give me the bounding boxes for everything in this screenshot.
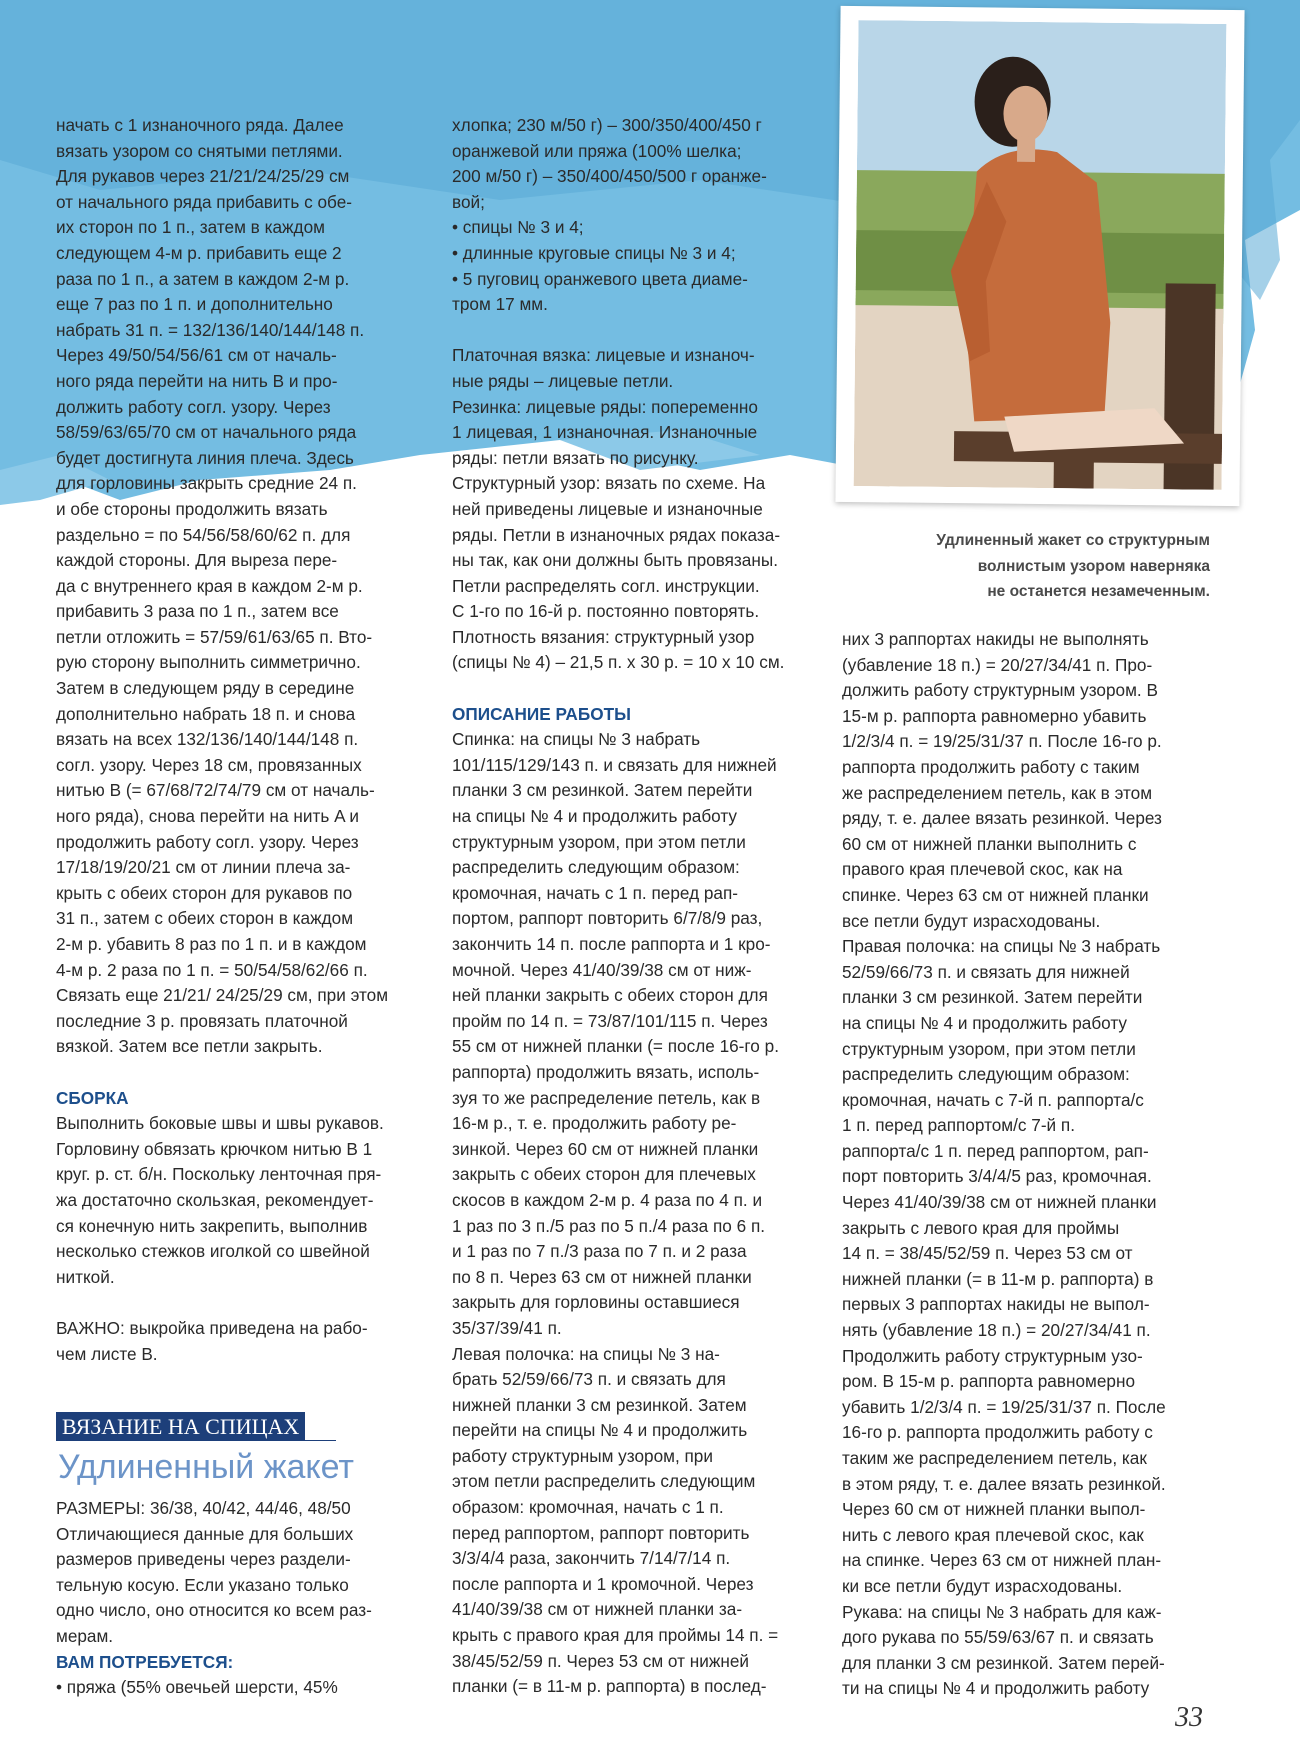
text-line: по 8 п. Через 63 см от нижней планки [452,1266,752,1287]
text-line: Платочная вязка: лицевые и изнаноч- [452,345,755,366]
text-line: размеров приведены через раздели- [56,1549,351,1570]
text-line: зуя то же распределение петель, как в [452,1087,761,1108]
text-line: продолжить работу согл. узору. Через [56,831,359,852]
text-line: круг. р. ст. б/н. Поскольку ленточная пря- [56,1164,382,1185]
text-line: нижней планки 3 см резинкой. Затем [452,1394,747,1415]
photo-caption [860,528,1210,605]
text-line: ного ряда перейти на нить B и про- [56,370,338,391]
text-line: мочной. Через 41/40/39/38 см от ниж- [452,959,752,980]
text-line: работу структурным узором, при [452,1445,713,1466]
text-line: 3/3/4/4 раза, закончить 7/14/7/14 п. [452,1548,731,1569]
text-line: одно число, оно относится ко всем раз- [56,1600,372,1621]
text-line: согл. узору. Через 18 см, провязанных [56,754,362,775]
text-line: закончить 14 п. после раппорта и 1 кро- [452,934,771,954]
text-line: раппорта) продолжить вязать, исполь- [452,1061,760,1082]
text-line: нижней планки (= в 11-м р. раппорта) в [842,1268,1154,1289]
text-line: для горловины закрыть средние 24 п. [56,473,357,494]
caption-line: не останется незамеченным. [987,583,1210,600]
text-line: порт повторить 3/4/4/5 раз, кромочная. [842,1166,1152,1187]
text-line: них 3 раппортах накиды не выполнять [842,629,1149,649]
text-line: 38/45/52/59 п. Через 53 см от нижней [452,1650,749,1671]
text-column-1-intro [56,1496,372,1701]
text-line: прибавить 3 раза по 1 п., затем все [56,601,339,622]
text-line: Правая полочка: на спицы № 3 набрать [842,936,1161,957]
text-line: вязать на всех 132/136/140/144/148 п. [56,729,359,750]
text-line: Спинка: на спицы № 3 набрать [452,729,701,750]
text-line: дого рукава по 55/59/63/67 п. и связать [842,1627,1154,1648]
text-line: вязкой. Затем все петли закрыть. [56,1036,323,1057]
text-line: ряды. Петли в изнаночных рядах показа- [452,524,781,545]
text-column-2 [452,113,784,1700]
text-line [56,1290,388,1316]
text-line: 16-го р. раппорта продолжить работу с [842,1422,1153,1443]
text-line: Для рукавов через 21/21/24/25/29 см [56,166,350,187]
text-line: ней приведены лицевые и изнаночные [452,498,763,519]
text-line: ряду, т. е. далее вязать резинкой. Через [842,808,1162,829]
text-line: 1 раз по 3 п./5 раз по 5 п./4 раза по 6 п. [452,1215,766,1236]
text-line: 60 см от нижней планки выполнить с [842,833,1137,854]
text-line: РАЗМЕРЫ: 36/38, 40/42, 44/46, 48/50 [56,1498,351,1518]
text-line: раппорта/с 1 п. перед раппортом, рап- [842,1140,1149,1161]
text-line: начать с 1 изнаночного ряда. Далее [56,115,344,135]
text-line: нитью B (= 67/68/72/74/79 см от началь- [56,780,375,801]
text-line: убавить 1/2/3/4 п. = 19/25/31/37 п. После [842,1396,1166,1417]
text-line: Резинка: лицевые ряды: попеременно [452,396,758,417]
text-line: первых 3 раппортах накиды не выпол- [842,1294,1150,1315]
text-line: тром 17 мм. [452,294,548,315]
text-line: спинке. Через 63 см от нижней планки [842,884,1149,905]
text-line: 41/40/39/38 см от нижней планки за- [452,1599,743,1620]
photo-frame [835,6,1244,506]
text-line: 2-м р. убавить 8 раз по 1 п. и в каждом [56,934,367,954]
text-line: нять (убавление 18 п.) = 20/27/34/41 п. [842,1320,1151,1341]
text-line: планки 3 см резинкой. Затем перейти [842,987,1143,1008]
text-line: перед раппортом, раппорт повторить [452,1522,750,1543]
text-line: ти на спицы № 4 и продолжить работу [842,1678,1150,1699]
text-line: • пряжа (55% овечьей шерсти, 45% [56,1677,338,1698]
text-line: для планки 3 см резинкой. Затем перей- [842,1652,1165,1673]
text-line: должить работу структурным узором. В [842,680,1158,701]
text-line: будет достигнута линия плеча. Здесь [56,447,354,468]
text-line: хлопка; 230 м/50 г) – 300/350/400/450 г [452,115,762,135]
text-line: распределить следующим образом: [842,1064,1130,1085]
model-photo [854,20,1227,490]
text-line: на спинке. Через 63 см от нижней план- [842,1550,1162,1571]
text-line: и 1 раз по 7 п./3 раза по 7 п. и 2 раза [452,1241,747,1262]
text-line: Через 49/50/54/56/61 см от началь- [56,345,337,366]
text-line: петли отложить = 57/59/61/63/65 п. Вто- [56,626,373,647]
text-line: 58/59/63/65/70 см от начального ряда [56,422,357,443]
text-line: (убавление 18 п.) = 20/27/34/41 п. Про- [842,654,1153,675]
text-line [56,1060,388,1086]
caption-line: волнистым узором наверняка [977,557,1210,575]
text-line: 31 п., затем с обеих сторон в каждом [56,908,354,929]
text-line: нить с левого края плечевой скос, как [842,1524,1144,1545]
text-line: раппорта продолжить работу с таким [842,756,1140,777]
text-line: 52/59/66/73 п. и связать для нижней [842,961,1130,982]
text-line: кромочная, начать с 1 п. перед рап- [452,882,739,903]
text-line: Отличающиеся данные для больших [56,1523,354,1544]
category-label: ВЯЗАНИЕ НА СПИЦАХ [56,1412,305,1441]
text-line: вязать узором со снятыми петлями. [56,140,343,161]
text-line [452,676,784,702]
text-line: портом, раппорт повторить 6/7/8/9 раз, [452,908,763,929]
text-line: Через 41/40/39/38 см от нижней планки [842,1192,1157,1213]
text-line: и обе стороны продолжить вязать [56,498,328,519]
text-line: жа достаточно скользкая, рекомендует- [56,1189,374,1210]
text-line: Левая полочка: на спицы № 3 на- [452,1343,720,1364]
text-line: 4-м р. 2 раза по 1 п. = 50/54/58/62/66 п. [56,959,368,980]
text-line: планки 3 см резинкой. Затем перейти [452,780,753,801]
text-line: на спицы № 4 и продолжить работу [452,806,738,827]
text-line: чем листе B. [56,1343,158,1364]
text-line: ром. В 15-м р. раппорта равномерно [842,1371,1136,1392]
text-line: перейти на спицы № 4 и продолжить [452,1420,748,1441]
text-line: • 5 пуговиц оранжевого цвета диаме- [452,268,748,289]
text-line: их сторон по 1 п., затем в каждом [56,217,325,238]
text-line: распределить следующим образом: [452,857,740,878]
text-line: структурным узором, при этом петли [842,1038,1136,1059]
text-line: Структурный узор: вязать по схеме. На [452,473,766,494]
text-line: структурным узором, при этом петли [452,831,746,852]
text-line: от начального ряда прибавить с обе- [56,191,352,212]
text-line: каждой стороны. Для выреза пере- [56,550,338,571]
text-line: 16-м р., т. е. продолжить работу ре- [452,1113,737,1134]
text-line: закрыть с обеих сторон для плечевых [452,1164,756,1185]
text-line: ниткой. [56,1266,115,1287]
text-line: рую сторону выполнить симметрично. [56,652,361,673]
text-line: 15-м р. раппорта равномерно убавить [842,705,1147,726]
text-column-3 [842,627,1166,1702]
text-line: образом: кромочная, начать с 1 п. [452,1497,724,1518]
text-line: планки (= в 11-м р. раппорта) в послед- [452,1676,767,1697]
text-line: Выполнить боковые швы и швы рукавов. [56,1113,384,1134]
text-line: ней планки закрыть с обеих сторон для [452,985,768,1006]
text-line: ного ряда), снова перейти на нить A и [56,806,359,827]
text-line: 101/115/129/143 п. и связать для нижней [452,754,777,775]
category-underline [56,1440,336,1441]
text-line: Плотность вязания: структурный узор [452,626,755,647]
text-line: ОПИСАНИЕ РАБОТЫ [452,703,631,724]
text-line: в этом ряду, т. е. далее вязать резинкой. [842,1473,1166,1494]
text-line: 35/37/39/41 п. [452,1317,562,1338]
text-line: Связать еще 21/21/ 24/25/29 см, при этом [56,985,389,1006]
text-line: еще 7 раз по 1 п. и дополнительно [56,294,333,315]
text-line: да с внутреннего края в каждом 2-м р. [56,575,363,596]
text-line: вой; [452,191,485,212]
text-line: таким же распределением петель, как [842,1448,1147,1468]
text-line: 1/2/3/4 п. = 19/25/31/37 п. После 16-го р. [842,731,1162,752]
text-line: тельную косую. Если указано только [56,1574,349,1595]
text-column-1 [56,113,388,1367]
text-line: ряды: петли вязать по рисунку. [452,447,699,468]
text-line: ки все петли будут израсходованы. [842,1575,1123,1596]
text-line: Рукава: на спицы № 3 набрать для каж- [842,1601,1162,1622]
text-line: оранжевой или пряжа (100% шелка; [452,140,742,161]
text-line: зинкой. Через 60 см от нижней планки [452,1138,759,1159]
text-line: кромочная, начать с 7-й п. раппорта/с [842,1089,1144,1110]
text-line: должить работу согл. узору. Через [56,396,331,417]
text-line: закрыть для горловины оставшиеся [452,1292,740,1313]
text-line: правого края плечевой скос, как на [842,859,1123,880]
text-line: последние 3 р. провязать платочной [56,1010,348,1031]
text-line: (спицы № 4) – 21,5 п. x 30 р. = 10 x 10 см. [452,652,785,673]
text-line: Петли распределять согл. инструкции. [452,575,760,596]
text-line: ные ряды – лицевые петли. [452,370,674,391]
text-line: же распределением петель, как в этом [842,782,1153,803]
text-line: несколько стежков иголкой со швейной [56,1241,370,1262]
text-line: все петли будут израсходованы. [842,910,1101,931]
text-line: СБОРКА [56,1087,129,1108]
article-title: Удлиненный жакет [58,1448,354,1486]
text-line: дополнительно набрать 18 п. и снова [56,703,356,724]
text-line: 1 п. перед раппортом/с 7-й п. [842,1115,1076,1136]
text-line: набрать 31 п. = 132/136/140/144/148 п. [56,319,365,340]
text-line: на спицы № 4 и продолжить работу [842,1012,1128,1033]
text-line: ВАМ ПОТРЕБУЕТСЯ: [56,1651,234,1672]
text-line: следующем 4-м р. прибавить еще 2 [56,242,342,263]
caption-line: Удлиненный жакет со структурным [936,532,1210,549]
text-line: брать 52/59/66/73 п. и связать для [452,1369,726,1390]
text-line: 1 лицевая, 1 изнаночная. Изнаночные [452,422,758,443]
text-line: закрыть с левого края для проймы [842,1217,1120,1238]
text-line: • спицы № 3 и 4; [452,217,584,238]
text-line: 55 см от нижней планки (= после 16-го р. [452,1036,779,1057]
text-line: крыть с обеих сторон для рукавов по [56,882,353,903]
text-line: этом петли распределить следующим [452,1471,756,1492]
text-line: • длинные круговые спицы № 3 и 4; [452,242,736,263]
text-line: Горловину обвязать крючком нитью B 1 [56,1138,373,1159]
text-line: 200 м/50 г) – 350/400/450/500 г оранже- [452,166,767,187]
text-line: С 1-го по 16-й р. постоянно повторять. [452,601,760,622]
text-line [452,318,784,344]
text-line: пройм по 14 п. = 73/87/101/115 п. Через [452,1010,768,1031]
text-line: скосов в каждом 2-м р. 4 раза по 4 п. и [452,1189,763,1210]
text-line: Продолжить работу структурным узо- [842,1345,1143,1366]
text-line: после раппорта и 1 кромочной. Через [452,1573,754,1594]
text-line: Через 60 см от нижней планки выпол- [842,1499,1146,1520]
text-line: крыть с правого края для проймы 14 п. = [452,1625,779,1646]
text-line: Затем в следующем ряду в середине [56,678,355,699]
text-line: ВАЖНО: выкройка приведена на рабо- [56,1317,368,1338]
text-line: 17/18/19/20/21 см от линии плеча за- [56,857,351,878]
text-line: раза по 1 п., а затем в каждом 2-м р. [56,268,350,289]
text-line: 14 п. = 38/45/52/59 п. Через 53 см от [842,1243,1133,1264]
page-number: 33 [1175,1702,1203,1733]
text-line: раздельно = по 54/56/58/60/62 п. для [56,524,351,545]
text-line: ны так, как они должны быть провязаны. [452,550,778,571]
text-line: мерам. [56,1625,114,1646]
text-line: ся конечную нить закрепить, выполнив [56,1215,368,1236]
